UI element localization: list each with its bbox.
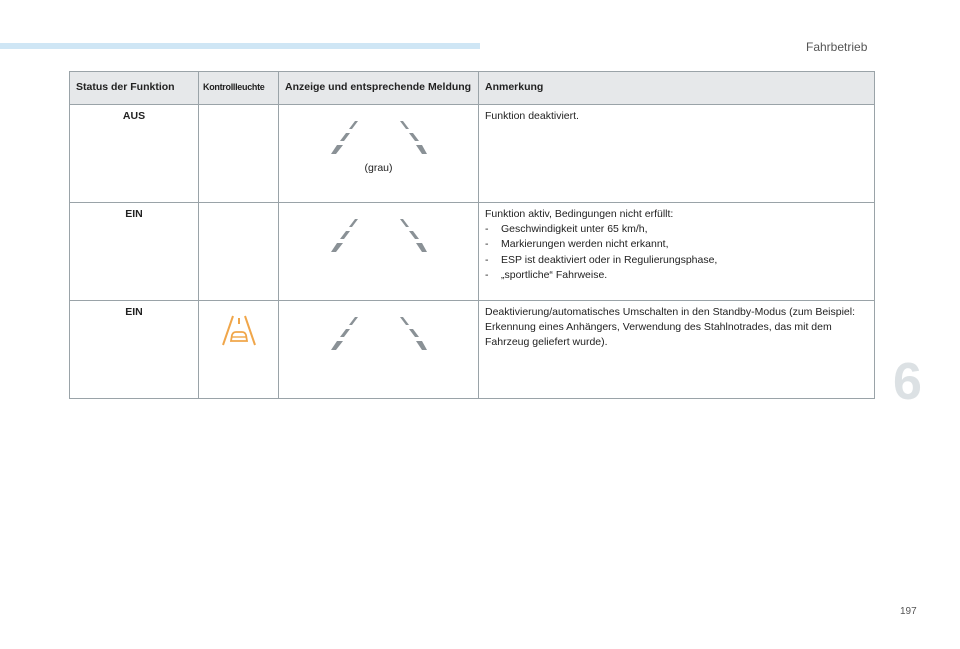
lamp-cell bbox=[199, 105, 279, 203]
lane-lines-icon bbox=[331, 219, 427, 255]
note-cell bbox=[479, 203, 875, 301]
status-cell: EIN bbox=[70, 203, 199, 301]
list-item: - „sportliche“ Fahrweise. bbox=[485, 268, 868, 283]
display-cell bbox=[279, 203, 479, 301]
note-cell: Funktion deaktiviert. bbox=[479, 105, 875, 203]
note-cell: Deaktivierung/automatisches Umschalten in den Standby-Modus (zum Beispiel: Erkennung eines Anhängers, Verwendung des Stahlnotrades, das mit dem Fahrzeug geliefert wurde). bbox=[479, 301, 875, 399]
lane-lines-icon bbox=[331, 121, 427, 157]
display-cell bbox=[279, 105, 479, 203]
list-item: - ESP ist deaktiviert oder in Regulierungsphase, bbox=[485, 253, 868, 268]
list-item: - Geschwindigkeit unter 65 km/h, bbox=[485, 222, 868, 237]
condition-list bbox=[485, 222, 868, 283]
lamp-cell bbox=[199, 301, 279, 399]
lane-warning-lamp-icon bbox=[221, 315, 257, 347]
section-title: Fahrbetrieb bbox=[806, 40, 868, 54]
note-intro: Funktion aktiv, Bedingungen nicht erfüllt: bbox=[485, 208, 674, 220]
page-number: 197 bbox=[900, 606, 917, 617]
display-cell bbox=[279, 301, 479, 399]
column-header-note: Anmerkung bbox=[479, 72, 875, 105]
lamp-cell bbox=[199, 203, 279, 301]
function-status-table bbox=[69, 71, 875, 399]
column-header-lamp: Kontrollleuchte bbox=[199, 72, 279, 105]
column-header-status: Status der Funktion bbox=[70, 72, 199, 105]
column-header-display: Anzeige und entsprechende Meldung bbox=[279, 72, 479, 105]
status-cell: EIN bbox=[70, 301, 199, 399]
chapter-number: 6 bbox=[893, 353, 922, 411]
top-accent-bar bbox=[0, 43, 480, 49]
display-caption: (grau) bbox=[364, 162, 393, 174]
table-row bbox=[70, 105, 875, 203]
table-header-row bbox=[70, 72, 875, 105]
table-row bbox=[70, 301, 875, 399]
lane-lines-icon bbox=[331, 317, 427, 353]
list-item: - Markierungen werden nicht erkannt, bbox=[485, 237, 868, 252]
status-cell: AUS bbox=[70, 105, 199, 203]
table-row bbox=[70, 203, 875, 301]
